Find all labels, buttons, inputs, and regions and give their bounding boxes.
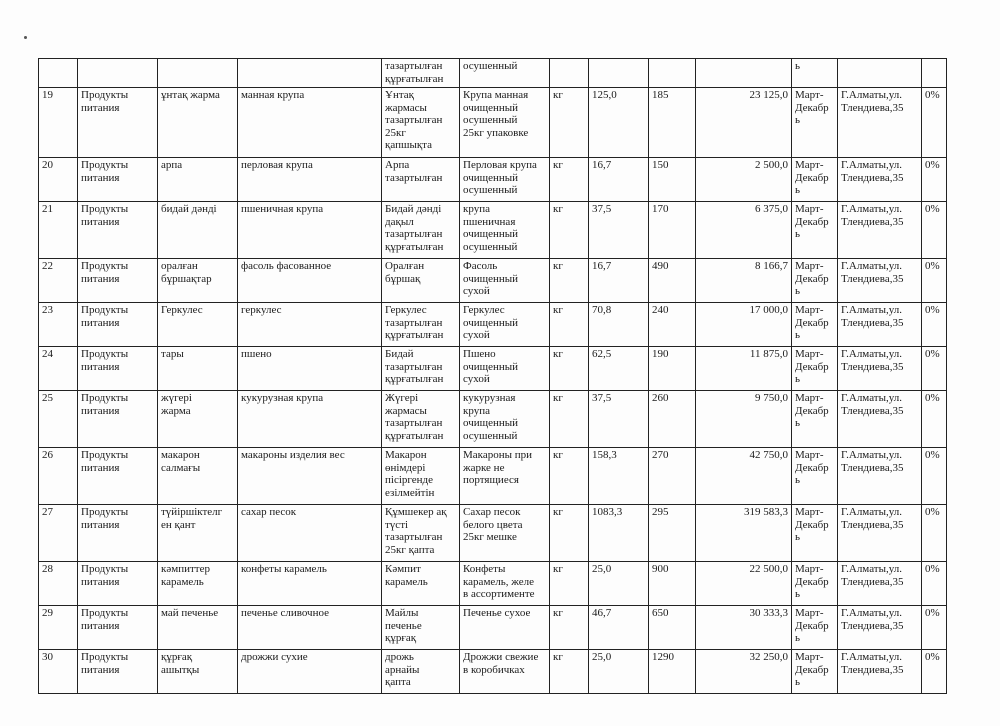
cell-quantity: 62,5: [589, 347, 649, 391]
cell-spec-ru: Макароны при жарке не портящиеся: [460, 448, 550, 505]
cell-price: 270: [649, 448, 696, 505]
cell-name-kz: құрғақ ашытқы: [158, 650, 238, 694]
cell-unit: кг: [550, 259, 589, 303]
cell-category: Продукты питания: [78, 347, 158, 391]
cell-spec-kz: Құмшекер ақ түсті тазартылған 25кг қапта: [382, 505, 460, 562]
cell-category: Продукты питания: [78, 562, 158, 606]
cell-category: Продукты питания: [78, 202, 158, 259]
cell-spec-ru: Фасоль очищенный сухой: [460, 259, 550, 303]
cell-quantity: 25,0: [589, 562, 649, 606]
cell-name-ru: пшеничная крупа: [238, 202, 382, 259]
cell-category: Продукты питания: [78, 391, 158, 448]
table-row: [39, 158, 947, 202]
cell-address: Г.Алматы,ул. Тлендиева,35: [838, 562, 922, 606]
cell-name-ru: перловая крупа: [238, 158, 382, 202]
cell-period: Март- Декабр ь: [792, 303, 838, 347]
cell-address: Г.Алматы,ул. Тлендиева,35: [838, 259, 922, 303]
cell-advance: 0%: [922, 650, 947, 694]
cell-number: 24: [39, 347, 78, 391]
table-row: [39, 650, 947, 694]
cell-price: 170: [649, 202, 696, 259]
cell-sum: 9 750,0: [696, 391, 792, 448]
cell-period: Март- Декабр ь: [792, 650, 838, 694]
cell-number: 19: [39, 88, 78, 158]
cell-period: Март- Декабр ь: [792, 158, 838, 202]
cell-price: 190: [649, 347, 696, 391]
cell-advance: 0%: [922, 202, 947, 259]
cell-unit: кг: [550, 562, 589, 606]
cell-spec-ru: крупа пшеничная очищенный осушенный: [460, 202, 550, 259]
cell-quantity: 158,3: [589, 448, 649, 505]
cell-quantity: 125,0: [589, 88, 649, 158]
cell-category: Продукты питания: [78, 448, 158, 505]
cell-price: 295: [649, 505, 696, 562]
cell-sum: 32 250,0: [696, 650, 792, 694]
cell-spec-kz: Ұнтақ жармасы тазартылған 25кг қапшықта: [382, 88, 460, 158]
cell-unit: кг: [550, 303, 589, 347]
cell-address: Г.Алматы,ул. Тлендиева,35: [838, 303, 922, 347]
cell-spec-kz: Геркулес тазартылған құрғатылған: [382, 303, 460, 347]
cell-spec-kz: Оралған бұршақ: [382, 259, 460, 303]
cell-unit: кг: [550, 202, 589, 259]
cell-unit: кг: [550, 158, 589, 202]
cell-sum: 30 333,3: [696, 606, 792, 650]
cell-category: Продукты питания: [78, 158, 158, 202]
cell-spec-kz: Бидай дәнді дақыл тазартылған құрғатылған: [382, 202, 460, 259]
table-row: [39, 505, 947, 562]
cell-sum: 2 500,0: [696, 158, 792, 202]
cell-sum: 319 583,3: [696, 505, 792, 562]
cell-spec-ru: Пшено очищенный сухой: [460, 347, 550, 391]
cell-advance: 0%: [922, 448, 947, 505]
cell-name-kz: Геркулес: [158, 303, 238, 347]
cell-name-kz: жүгері жарма: [158, 391, 238, 448]
cell-sum: 11 875,0: [696, 347, 792, 391]
cell-category: Продукты питания: [78, 259, 158, 303]
cell-number: 30: [39, 650, 78, 694]
cell-spec-ru: Печенье сухое: [460, 606, 550, 650]
cell-spec-ru: Конфеты карамель, желе в ассортименте: [460, 562, 550, 606]
cell-name-ru: кукурузная крупа: [238, 391, 382, 448]
cell-address: Г.Алматы,ул. Тлендиева,35: [838, 650, 922, 694]
cell-address: Г.Алматы,ул. Тлендиева,35: [838, 606, 922, 650]
cell-price: 650: [649, 606, 696, 650]
cell-price: 240: [649, 303, 696, 347]
cell-name-kz: арпа: [158, 158, 238, 202]
cell-quantity: 25,0: [589, 650, 649, 694]
cell-address: Г.Алматы,ул. Тлендиева,35: [838, 202, 922, 259]
cell-quantity: 37,5: [589, 202, 649, 259]
cell-advance: 0%: [922, 562, 947, 606]
cell-sum: 42 750,0: [696, 448, 792, 505]
cell-category: Продукты питания: [78, 303, 158, 347]
cell-period: Март- Декабр ь: [792, 448, 838, 505]
cell-number: 23: [39, 303, 78, 347]
cell-spec-ru: Крупа манная очищенный осушенный 25кг упаковке: [460, 88, 550, 158]
procurement-table: [38, 58, 947, 694]
cell-spec-ru: осушенный: [460, 59, 550, 88]
cell-advance: 0%: [922, 505, 947, 562]
cell-quantity: 37,5: [589, 391, 649, 448]
cell-unit: кг: [550, 650, 589, 694]
cell-address: Г.Алматы,ул. Тлендиева,35: [838, 88, 922, 158]
cell-name-ru: сахар песок: [238, 505, 382, 562]
cell-period: Март- Декабр ь: [792, 606, 838, 650]
cell-unit: кг: [550, 347, 589, 391]
cell-spec-ru: кукурузная крупа очищенный осушенный: [460, 391, 550, 448]
cell-spec-kz: Кәмпит карамель: [382, 562, 460, 606]
cell-spec-ru: Перловая крупа очищенный осушенный: [460, 158, 550, 202]
cell-name-kz: бидай дәнді: [158, 202, 238, 259]
cell-advance: 0%: [922, 303, 947, 347]
cell-number: 27: [39, 505, 78, 562]
cell-number: 29: [39, 606, 78, 650]
cell-category: Продукты питания: [78, 650, 158, 694]
cell-price: 150: [649, 158, 696, 202]
cell-name-ru: пшено: [238, 347, 382, 391]
table-row: [39, 448, 947, 505]
table-row: [39, 606, 947, 650]
cell-category: Продукты питания: [78, 88, 158, 158]
cell-advance: 0%: [922, 347, 947, 391]
cell-address: Г.Алматы,ул. Тлендиева,35: [838, 391, 922, 448]
cell-price: 185: [649, 88, 696, 158]
cell-advance: 0%: [922, 606, 947, 650]
cell-name-ru: фасоль фасованное: [238, 259, 382, 303]
cell-spec-kz: тазартылған құрғатылған: [382, 59, 460, 88]
cell-price: 1290: [649, 650, 696, 694]
cell-spec-kz: дрожь арнайы қапта: [382, 650, 460, 694]
cell-number: 20: [39, 158, 78, 202]
cell-spec-kz: Жүгері жармасы тазартылған құрғатылған: [382, 391, 460, 448]
cell-name-kz: тары: [158, 347, 238, 391]
cell-spec-ru: Дрожжи свежие в коробичках: [460, 650, 550, 694]
cell-category: Продукты питания: [78, 505, 158, 562]
table-row: [39, 88, 947, 158]
cell-spec-kz: Майлы печенье құрғақ: [382, 606, 460, 650]
cell-category: Продукты питания: [78, 606, 158, 650]
cell-name-ru: конфеты карамель: [238, 562, 382, 606]
cell-period: Март- Декабр ь: [792, 88, 838, 158]
cell-address: Г.Алматы,ул. Тлендиева,35: [838, 505, 922, 562]
cell-number: 21: [39, 202, 78, 259]
cell-name-kz: май печенье: [158, 606, 238, 650]
cell-sum: 17 000,0: [696, 303, 792, 347]
cell-spec-kz: Бидай тазартылған құрғатылған: [382, 347, 460, 391]
cell-advance: 0%: [922, 158, 947, 202]
cell-sum: 6 375,0: [696, 202, 792, 259]
cell-address: Г.Алматы,ул. Тлендиева,35: [838, 347, 922, 391]
cell-quantity: 46,7: [589, 606, 649, 650]
cell-quantity: 70,8: [589, 303, 649, 347]
cell-name-ru: манная крупа: [238, 88, 382, 158]
cell-unit: кг: [550, 448, 589, 505]
cell-name-kz: түйіршіктелг ен қант: [158, 505, 238, 562]
cell-quantity: 1083,3: [589, 505, 649, 562]
cell-sum: 22 500,0: [696, 562, 792, 606]
scan-speck: [24, 36, 27, 39]
cell-number: 22: [39, 259, 78, 303]
cell-quantity: 16,7: [589, 158, 649, 202]
cell-unit: кг: [550, 88, 589, 158]
cell-number: 25: [39, 391, 78, 448]
table-row: [39, 303, 947, 347]
cell-name-ru: печенье сливочное: [238, 606, 382, 650]
cell-sum: 23 125,0: [696, 88, 792, 158]
cell-spec-kz: Арпа тазартылған: [382, 158, 460, 202]
cell-period: Март- Декабр ь: [792, 391, 838, 448]
cell-name-kz: макарон салмағы: [158, 448, 238, 505]
cell-advance: 0%: [922, 259, 947, 303]
cell-period: Март- Декабр ь: [792, 259, 838, 303]
table-row: [39, 202, 947, 259]
cell-period: Март- Декабр ь: [792, 202, 838, 259]
cell-name-kz: кәмпиттер карамель: [158, 562, 238, 606]
cell-quantity: 16,7: [589, 259, 649, 303]
table-row: [39, 259, 947, 303]
cell-sum: 8 166,7: [696, 259, 792, 303]
cell-advance: 0%: [922, 88, 947, 158]
cell-name-ru: геркулес: [238, 303, 382, 347]
cell-spec-ru: Геркулес очищенный сухой: [460, 303, 550, 347]
table-row: [39, 391, 947, 448]
table-row: [39, 347, 947, 391]
cell-number: 28: [39, 562, 78, 606]
cell-price: 260: [649, 391, 696, 448]
cell-address: Г.Алматы,ул. Тлендиева,35: [838, 448, 922, 505]
cell-advance: 0%: [922, 391, 947, 448]
cell-address: Г.Алматы,ул. Тлендиева,35: [838, 158, 922, 202]
cell-period: Март- Декабр ь: [792, 562, 838, 606]
cell-period: Март- Декабр ь: [792, 505, 838, 562]
cell-price: 490: [649, 259, 696, 303]
table-row-continuation: [39, 59, 947, 88]
cell-name-ru: дрожжи сухие: [238, 650, 382, 694]
cell-period: Март- Декабр ь: [792, 347, 838, 391]
cell-name-kz: ұнтақ жарма: [158, 88, 238, 158]
cell-period: ь: [792, 59, 838, 88]
cell-price: 900: [649, 562, 696, 606]
cell-spec-ru: Сахар песок белого цвета 25кг мешке: [460, 505, 550, 562]
cell-spec-kz: Макарон өнімдері пісіргенде езілмейтін: [382, 448, 460, 505]
table-row: [39, 562, 947, 606]
cell-unit: кг: [550, 606, 589, 650]
cell-unit: кг: [550, 391, 589, 448]
cell-unit: кг: [550, 505, 589, 562]
cell-number: 26: [39, 448, 78, 505]
cell-name-kz: оралған бұршақтар: [158, 259, 238, 303]
cell-name-ru: макароны изделия вес: [238, 448, 382, 505]
